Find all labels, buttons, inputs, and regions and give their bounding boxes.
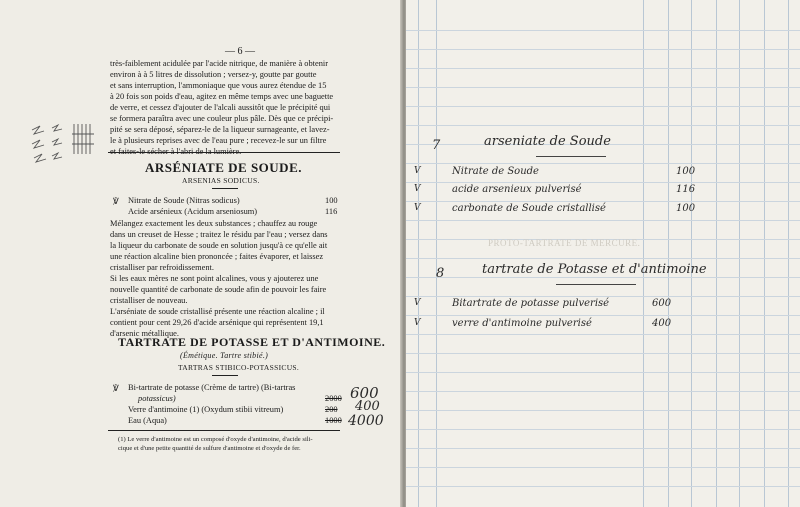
intro-line: pité se sera déposé, séparez-le de la liqueur surnageante, et lavez-: [110, 125, 330, 134]
body-line: Si les eaux mères ne sont point alcalines, vous y ajouterez une: [110, 274, 319, 283]
ruled-line: [406, 30, 800, 31]
grid-line: [739, 0, 740, 507]
entry-title: arseniate de Soude: [484, 134, 611, 149]
section-divider: [108, 152, 340, 153]
section2-latin: TARTRAS STIBICO-POTASSICUS.: [178, 363, 300, 372]
intro-line: le à plusieurs reprises avec de l'eau pure ; recevez-le sur un filtre: [110, 136, 327, 145]
entry-number: 8: [436, 266, 445, 281]
ruled-line: [406, 296, 800, 297]
body-line: la liqueur du carbonate de soude en solution jusqu'à ce qu'elle ait: [110, 241, 328, 250]
ruled-line: [406, 372, 800, 373]
section2-title: TARTRATE DE POTASSE ET D'ANTIMOINE.: [118, 335, 386, 349]
intro-line: très-faiblement acidulée par l'acide nitrique, de manière à obtenir: [110, 59, 328, 68]
ruled-line: [406, 87, 800, 88]
handwritten-qty: 4000: [348, 413, 384, 429]
ruled-line: [406, 410, 800, 411]
ingredient-qty: 100: [325, 196, 338, 205]
ruled-line: [406, 391, 800, 392]
entry-line-qty: 100: [676, 203, 696, 214]
ingredient-qty-struck: 2000: [325, 394, 342, 403]
check-mark: V: [414, 318, 421, 328]
ruled-line: [406, 486, 800, 487]
ingredient-qty-struck: 200: [325, 405, 338, 414]
ruled-line: [406, 68, 800, 69]
small-rule: [212, 375, 238, 376]
ruled-line: [406, 125, 800, 126]
entry-line-text: Bitartrate de potasse pulverisé: [452, 298, 610, 309]
footnote-line: (1) Le verre d'antimoine est un composé d'oxyde d'antimoine, d'acide sili-: [118, 436, 313, 443]
handwritten-qty: 400: [355, 399, 380, 414]
ingredient-name: Eau (Aqua): [128, 416, 167, 425]
entry-line-qty: 100: [676, 166, 696, 177]
ruled-line: [406, 334, 800, 335]
entry-title-rule: [536, 156, 606, 157]
ingredient-qty-struck: 1000: [325, 416, 342, 425]
entry-line-text: acide arsenieux pulverisé: [452, 184, 582, 195]
entry-line-qty: 600: [652, 298, 672, 309]
ruled-line: [406, 201, 800, 202]
intro-line: de verre, et cessez d'ajouter de l'alcali aussitôt que le précipité qui: [110, 103, 331, 112]
entry-line-qty: 400: [652, 318, 672, 329]
ruled-line: [406, 106, 800, 107]
ruled-line: [406, 182, 800, 183]
ruled-line: [406, 163, 800, 164]
check-mark: V: [414, 166, 421, 176]
intro-line: et faites-le sécher à l'abri de la lumière.: [110, 147, 242, 156]
ingredient-name: Verre d'antimoine (1) (Oxydum stibii vitreum): [128, 405, 284, 414]
ruled-line: [406, 277, 800, 278]
entry-line-text: verre d'antimoine pulverisé: [452, 318, 592, 329]
footnote-divider: [108, 430, 340, 431]
body-line: L'arséniate de soude cristallisé présente une réaction alcaline ; il: [110, 307, 325, 316]
grid-line: [668, 0, 669, 507]
page-number: — 6 —: [225, 46, 255, 57]
small-rule: [212, 188, 238, 189]
entry-line-text: carbonate de Soude cristallisé: [452, 203, 606, 214]
entry-title-rule: [556, 284, 636, 285]
section1-title: ARSÉNIATE DE SOUDE.: [145, 160, 302, 175]
ruled-line: [406, 49, 800, 50]
body-line: d'arsenic métallique.: [110, 329, 179, 338]
check-mark: V: [414, 184, 421, 194]
section1-latin: ARSENIAS SODICUS.: [182, 176, 260, 185]
entry-title: tartrate de Potasse et d'antimoine: [482, 262, 707, 277]
ruled-line: [406, 467, 800, 468]
intro-line: se formera paraîtra avec une couleur plus pâle. Dès que ce précipi-: [110, 114, 334, 123]
ruled-line: [406, 315, 800, 316]
grid-line: [691, 0, 692, 507]
ruled-line: [406, 448, 800, 449]
entry-number: 7: [432, 138, 441, 153]
handwritten-qty: 600: [350, 384, 379, 402]
footnote-line: cique et d'une petite quantité de sulfure d'antimoine et d'oxyde de fer.: [118, 445, 301, 452]
entry-line-qty: 116: [676, 184, 696, 195]
ingredient-qty: 116: [325, 207, 338, 216]
entry-line-text: Nitrate de Soude: [452, 166, 539, 177]
intro-line: à 20 fois son poids d'eau, agitez en même temps avec une baguette: [110, 92, 334, 101]
ingredient-name-cont: potassicus): [138, 394, 176, 403]
body-line: dans un creuset de Hesse ; traitez le résidu par l'eau ; versez dans: [110, 230, 328, 239]
bleed-through-heading: PROTO-TARTRATE DE MERCURE.: [488, 238, 641, 248]
margin-pencil-marks: [30, 120, 100, 180]
right-page: [406, 0, 800, 507]
check-mark: V: [414, 298, 421, 308]
body-line: une réaction alcaline bien prononcée ; faites évaporer, et laissez: [110, 252, 324, 261]
body-line: contient pour cent 29,26 d'acide arsénique qui représentent 19,1: [110, 318, 324, 327]
ruled-line: [406, 220, 800, 221]
check-mark: V: [414, 203, 421, 213]
section2-subtitle: (Émétique. Tartre stibié.): [180, 351, 269, 360]
body-line: Mélangez exactement les deux substances ; chauffez au rouge: [110, 219, 318, 228]
recipe-sign: ℣: [113, 197, 119, 206]
grid-line: [788, 0, 789, 507]
recipe-sign: ℣: [113, 384, 119, 393]
grid-line: [764, 0, 765, 507]
ruled-line: [406, 258, 800, 259]
ruled-line: [406, 429, 800, 430]
ruled-line: [406, 353, 800, 354]
grid-line: [418, 0, 419, 507]
ingredient-name: Bi-tartrate de potasse (Crème de tartre) (Bi-tartras: [128, 383, 296, 392]
ingredient-name: Nitrate de Soude (Nitras sodicus): [128, 196, 240, 205]
intro-line: et sans interruption, l'ammoniaque que vous aurez étendue de 15: [110, 81, 327, 90]
body-line: nouvelle quantité de carbonate de soude afin de pouvoir les faire: [110, 285, 327, 294]
intro-line: environ à à 5 litres de dissolution ; versez-y, goutte par goutte: [110, 70, 317, 79]
grid-line: [436, 0, 437, 507]
ingredient-name: Acide arsénieux (Acidum arseniosum): [128, 207, 258, 216]
body-line: cristalliser de nouveau.: [110, 296, 188, 305]
grid-line: [643, 0, 644, 507]
body-line: cristalliser par refroidissement.: [110, 263, 214, 272]
grid-line: [716, 0, 717, 507]
